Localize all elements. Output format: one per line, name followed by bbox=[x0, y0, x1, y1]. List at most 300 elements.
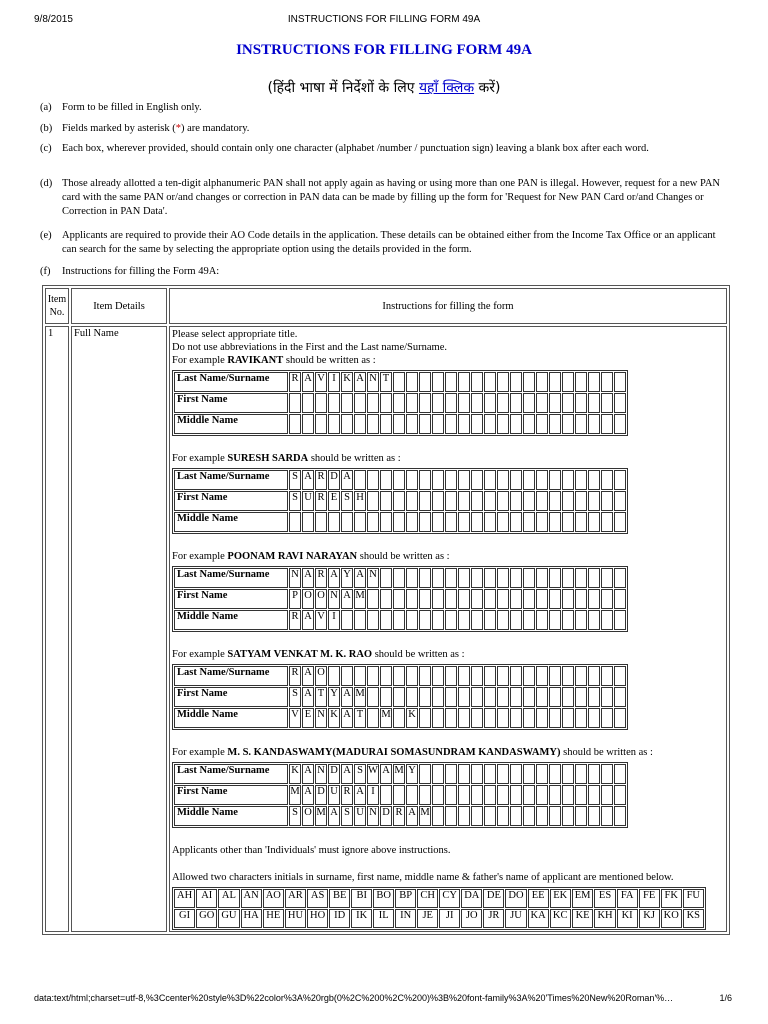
initial-cell: AO bbox=[263, 889, 284, 908]
name-grid-row bbox=[174, 806, 626, 826]
char-box bbox=[497, 568, 509, 588]
char-box bbox=[588, 806, 600, 826]
char-box: R bbox=[289, 372, 301, 392]
char-box: U bbox=[328, 785, 340, 805]
char-box bbox=[510, 414, 522, 434]
instruction-text: Instructions for filling the Form 49A: bbox=[62, 266, 220, 277]
initial-cell: AH bbox=[174, 889, 195, 908]
char-box bbox=[523, 414, 535, 434]
asterisk-marker: * bbox=[175, 123, 181, 134]
instruction-f bbox=[40, 265, 730, 279]
char-box bbox=[393, 470, 405, 490]
example-suffix: should be written as : bbox=[372, 649, 465, 660]
char-box bbox=[588, 666, 600, 686]
char-box bbox=[302, 393, 314, 413]
char-box bbox=[497, 414, 509, 434]
char-box bbox=[484, 470, 496, 490]
print-url: data:text/html;charset=utf-8,%3Ccenter%20style%3D%22color%3A%20rgb(0%2C%200%2C%200)%3B%20font-family%3A%20'Times%20New%20Roman'%… bbox=[34, 993, 674, 1003]
char-box bbox=[575, 491, 587, 511]
char-box bbox=[549, 708, 561, 728]
char-box bbox=[419, 785, 431, 805]
char-box: S bbox=[289, 687, 301, 707]
char-box bbox=[484, 806, 496, 826]
char-box bbox=[367, 666, 379, 686]
char-box: Y bbox=[406, 764, 418, 784]
allowed-initials-note: Allowed two characters initials in surname, first name, middle name & father's name of applicant are mentioned below. bbox=[172, 872, 674, 883]
char-box bbox=[575, 666, 587, 686]
char-box: D bbox=[328, 470, 340, 490]
char-box bbox=[380, 470, 392, 490]
name-grid-row bbox=[174, 491, 626, 511]
char-box: K bbox=[406, 708, 418, 728]
char-box bbox=[510, 491, 522, 511]
char-box: M bbox=[419, 806, 431, 826]
initial-cell: KJ bbox=[639, 909, 660, 928]
char-box bbox=[497, 687, 509, 707]
char-box bbox=[328, 512, 340, 532]
examples-container bbox=[172, 354, 724, 828]
char-box bbox=[523, 568, 535, 588]
char-box bbox=[601, 687, 613, 707]
char-box bbox=[432, 512, 444, 532]
char-box bbox=[367, 687, 379, 707]
field-label: Last Name/Surname bbox=[174, 372, 288, 392]
initial-cell: JI bbox=[439, 909, 460, 928]
char-box bbox=[523, 687, 535, 707]
char-box bbox=[588, 785, 600, 805]
char-box bbox=[380, 414, 392, 434]
char-box: S bbox=[341, 806, 353, 826]
header-item-no: Item No. bbox=[45, 288, 69, 324]
initial-cell: CY bbox=[439, 889, 460, 908]
field-label: First Name bbox=[174, 785, 288, 805]
char-box bbox=[497, 708, 509, 728]
char-box: R bbox=[315, 568, 327, 588]
char-box bbox=[393, 708, 405, 728]
char-box: N bbox=[367, 372, 379, 392]
name-grid-row bbox=[174, 764, 626, 784]
char-box bbox=[393, 687, 405, 707]
char-box bbox=[536, 414, 548, 434]
initial-cell: CH bbox=[417, 889, 438, 908]
hindi-click-here-link[interactable]: यहाँ क्लिक bbox=[418, 80, 475, 96]
char-box bbox=[484, 666, 496, 686]
char-box bbox=[393, 414, 405, 434]
char-box bbox=[614, 589, 626, 609]
example-suffix: should be written as : bbox=[308, 453, 401, 464]
char-box: M bbox=[354, 687, 366, 707]
char-box: A bbox=[341, 589, 353, 609]
field-label: First Name bbox=[174, 589, 288, 609]
row-instructions-cell bbox=[169, 326, 727, 932]
char-box bbox=[341, 610, 353, 630]
instruction-label: (a) bbox=[40, 102, 52, 113]
char-box bbox=[458, 470, 470, 490]
char-box: D bbox=[380, 806, 392, 826]
char-box bbox=[458, 393, 470, 413]
char-box: I bbox=[328, 610, 340, 630]
char-box bbox=[458, 491, 470, 511]
char-box bbox=[367, 470, 379, 490]
char-box bbox=[523, 470, 535, 490]
initial-cell: FK bbox=[661, 889, 682, 908]
char-box bbox=[458, 414, 470, 434]
char-box bbox=[393, 666, 405, 686]
char-box bbox=[445, 589, 457, 609]
initial-cell: AN bbox=[241, 889, 262, 908]
instruction-label: (b) bbox=[40, 123, 53, 134]
char-box bbox=[614, 610, 626, 630]
example-suffix: should be written as : bbox=[560, 747, 653, 758]
page-number: 1/6 bbox=[719, 993, 732, 1003]
char-box bbox=[614, 393, 626, 413]
char-box: R bbox=[341, 785, 353, 805]
char-box bbox=[289, 393, 301, 413]
char-box bbox=[484, 393, 496, 413]
char-box bbox=[614, 666, 626, 686]
char-box bbox=[484, 708, 496, 728]
char-box bbox=[575, 764, 587, 784]
char-box bbox=[601, 785, 613, 805]
initial-cell: KE bbox=[572, 909, 594, 928]
char-box bbox=[510, 610, 522, 630]
char-box bbox=[419, 393, 431, 413]
field-label: Middle Name bbox=[174, 610, 288, 630]
char-box: E bbox=[328, 491, 340, 511]
char-box bbox=[432, 785, 444, 805]
char-box bbox=[549, 610, 561, 630]
char-box: A bbox=[302, 470, 314, 490]
char-box bbox=[549, 512, 561, 532]
char-box: A bbox=[341, 764, 353, 784]
char-box bbox=[445, 666, 457, 686]
char-box: A bbox=[302, 666, 314, 686]
initial-cell: AR bbox=[285, 889, 306, 908]
char-box bbox=[614, 470, 626, 490]
example-name-grid bbox=[172, 468, 628, 534]
initial-cell: KH bbox=[594, 909, 615, 928]
char-box bbox=[406, 470, 418, 490]
char-box bbox=[510, 687, 522, 707]
initial-cell: HE bbox=[263, 909, 284, 928]
char-box bbox=[458, 512, 470, 532]
char-box bbox=[614, 372, 626, 392]
char-box: N bbox=[328, 589, 340, 609]
char-box bbox=[549, 491, 561, 511]
char-box bbox=[549, 568, 561, 588]
char-box bbox=[302, 414, 314, 434]
char-box bbox=[601, 589, 613, 609]
example-label bbox=[172, 648, 724, 661]
char-box bbox=[536, 470, 548, 490]
name-grid-row bbox=[174, 708, 626, 728]
char-box bbox=[536, 589, 548, 609]
char-box bbox=[471, 491, 483, 511]
char-box bbox=[432, 687, 444, 707]
char-box bbox=[315, 393, 327, 413]
char-box bbox=[536, 764, 548, 784]
name-grid-row bbox=[174, 568, 626, 588]
char-box bbox=[523, 806, 535, 826]
field-label: First Name bbox=[174, 491, 288, 511]
name-grid-row bbox=[174, 610, 626, 630]
instruction-label: (f) bbox=[40, 266, 51, 277]
char-box bbox=[536, 372, 548, 392]
others-note: Applicants other than 'Individuals' must ignore above instructions. bbox=[172, 845, 451, 856]
char-box bbox=[419, 610, 431, 630]
name-grid-row bbox=[174, 785, 626, 805]
char-box: A bbox=[341, 708, 353, 728]
initial-cell: KC bbox=[550, 909, 571, 928]
char-box bbox=[484, 568, 496, 588]
char-box: R bbox=[393, 806, 405, 826]
char-box bbox=[614, 687, 626, 707]
char-box bbox=[432, 470, 444, 490]
char-box: D bbox=[315, 785, 327, 805]
char-box: Y bbox=[328, 687, 340, 707]
char-box bbox=[549, 666, 561, 686]
char-box: N bbox=[315, 708, 327, 728]
char-box bbox=[471, 708, 483, 728]
example-name-grid bbox=[172, 566, 628, 632]
char-box bbox=[471, 806, 483, 826]
field-label: Last Name/Surname bbox=[174, 764, 288, 784]
instructions-table bbox=[42, 285, 730, 935]
char-box bbox=[419, 512, 431, 532]
char-box bbox=[562, 470, 574, 490]
char-box bbox=[497, 512, 509, 532]
char-box bbox=[419, 568, 431, 588]
char-box bbox=[536, 491, 548, 511]
char-box: M bbox=[289, 785, 301, 805]
char-box bbox=[497, 372, 509, 392]
char-box: R bbox=[315, 491, 327, 511]
char-box bbox=[445, 806, 457, 826]
example-prefix: For example bbox=[172, 355, 228, 366]
char-box bbox=[523, 372, 535, 392]
initial-cell: HA bbox=[241, 909, 262, 928]
char-box: R bbox=[289, 610, 301, 630]
field-label: Last Name/Surname bbox=[174, 568, 288, 588]
char-box bbox=[562, 414, 574, 434]
char-box: A bbox=[406, 806, 418, 826]
char-box bbox=[497, 393, 509, 413]
char-box bbox=[614, 568, 626, 588]
char-box bbox=[419, 470, 431, 490]
initial-cell: IN bbox=[395, 909, 416, 928]
char-box bbox=[601, 470, 613, 490]
char-box bbox=[562, 785, 574, 805]
table-row bbox=[45, 326, 727, 932]
name-grid-row bbox=[174, 470, 626, 490]
char-box: E bbox=[302, 708, 314, 728]
char-box: M bbox=[354, 589, 366, 609]
char-box: S bbox=[289, 491, 301, 511]
initial-cell: GI bbox=[174, 909, 195, 928]
initial-cell: JO bbox=[461, 909, 482, 928]
instruction-text-pre: Fields marked by asterisk ( bbox=[62, 123, 176, 134]
char-box bbox=[484, 610, 496, 630]
char-box bbox=[497, 666, 509, 686]
char-box bbox=[393, 568, 405, 588]
char-box bbox=[367, 512, 379, 532]
char-box: A bbox=[380, 764, 392, 784]
char-box bbox=[406, 785, 418, 805]
instruction-text: Applicants are required to provide their AO Code details in the application. These details can be obtained either from the Income Tax Office or an applicant can search for the same by selecting the appropriate option using the details provided in the form. bbox=[62, 230, 716, 255]
example-name: POONAM RAVI NARAYAN bbox=[227, 551, 358, 562]
char-box bbox=[419, 708, 431, 728]
char-box bbox=[393, 512, 405, 532]
char-box bbox=[419, 414, 431, 434]
char-box: O bbox=[302, 589, 314, 609]
char-box bbox=[562, 687, 574, 707]
char-box: K bbox=[341, 372, 353, 392]
initial-cell: BP bbox=[395, 889, 416, 908]
char-box: A bbox=[341, 687, 353, 707]
char-box bbox=[601, 610, 613, 630]
char-box bbox=[575, 372, 587, 392]
initial-cell: KO bbox=[661, 909, 682, 928]
char-box bbox=[484, 687, 496, 707]
char-box bbox=[497, 470, 509, 490]
char-box bbox=[406, 512, 418, 532]
char-box bbox=[497, 785, 509, 805]
char-box bbox=[614, 491, 626, 511]
initial-cell: ES bbox=[594, 889, 615, 908]
char-box: V bbox=[315, 372, 327, 392]
char-box bbox=[445, 568, 457, 588]
char-box bbox=[341, 414, 353, 434]
char-box bbox=[354, 414, 366, 434]
char-box bbox=[432, 806, 444, 826]
char-box bbox=[380, 512, 392, 532]
char-box bbox=[523, 785, 535, 805]
char-box bbox=[549, 372, 561, 392]
char-box bbox=[341, 512, 353, 532]
char-box bbox=[549, 470, 561, 490]
char-box bbox=[523, 393, 535, 413]
char-box bbox=[393, 610, 405, 630]
char-box: A bbox=[302, 687, 314, 707]
char-box bbox=[471, 568, 483, 588]
char-box bbox=[471, 764, 483, 784]
char-box bbox=[484, 414, 496, 434]
char-box bbox=[510, 512, 522, 532]
char-box: S bbox=[341, 491, 353, 511]
char-box bbox=[380, 491, 392, 511]
initial-cell: AI bbox=[196, 889, 217, 908]
char-box bbox=[471, 589, 483, 609]
char-box bbox=[575, 414, 587, 434]
char-box: A bbox=[302, 785, 314, 805]
initial-cell: FA bbox=[617, 889, 638, 908]
char-box bbox=[432, 414, 444, 434]
char-box bbox=[510, 372, 522, 392]
char-box bbox=[497, 491, 509, 511]
char-box bbox=[419, 764, 431, 784]
char-box bbox=[562, 708, 574, 728]
instruction-text: Those already allotted a ten-digit alphanumeric PAN shall not apply again as having or using more than one PAN is illegal. However, request for a new PAN card with the same PAN or/and changes or correction in PAN data can be made by filling up the form for 'Request for New PAN Card or/and Changes or Correction in PAN Data'. bbox=[62, 178, 721, 217]
char-box bbox=[380, 568, 392, 588]
char-box bbox=[445, 764, 457, 784]
char-box bbox=[393, 393, 405, 413]
char-box bbox=[432, 372, 444, 392]
field-label: Middle Name bbox=[174, 414, 288, 434]
char-box bbox=[406, 393, 418, 413]
initial-cell: AL bbox=[218, 889, 239, 908]
char-box bbox=[588, 708, 600, 728]
char-box bbox=[484, 785, 496, 805]
char-box bbox=[471, 470, 483, 490]
char-box: N bbox=[367, 568, 379, 588]
char-box bbox=[354, 393, 366, 413]
char-box bbox=[536, 708, 548, 728]
char-box bbox=[536, 568, 548, 588]
char-box bbox=[406, 610, 418, 630]
char-box bbox=[601, 764, 613, 784]
char-box bbox=[588, 414, 600, 434]
initial-cell: GU bbox=[218, 909, 239, 928]
name-grid-row bbox=[174, 589, 626, 609]
char-box bbox=[458, 764, 470, 784]
char-box bbox=[588, 372, 600, 392]
instruction-label: (d) bbox=[40, 178, 53, 189]
char-box bbox=[458, 610, 470, 630]
example-name: M. S. KANDASWAMY(MADURAI SOMASUNDRAM KANDASWAMY) bbox=[227, 747, 561, 758]
char-box bbox=[523, 512, 535, 532]
example-name: SATYAM VENKAT M. K. RAO bbox=[227, 649, 373, 660]
char-box bbox=[484, 589, 496, 609]
char-box bbox=[432, 393, 444, 413]
example-prefix: For example bbox=[172, 453, 228, 464]
char-box: P bbox=[289, 589, 301, 609]
example-label bbox=[172, 746, 724, 759]
char-box bbox=[588, 470, 600, 490]
char-box: O bbox=[302, 806, 314, 826]
initial-cell: EK bbox=[550, 889, 571, 908]
char-box: A bbox=[328, 568, 340, 588]
initial-cell: ID bbox=[329, 909, 350, 928]
char-box bbox=[458, 589, 470, 609]
char-box bbox=[289, 414, 301, 434]
char-box: A bbox=[302, 568, 314, 588]
char-box bbox=[549, 589, 561, 609]
char-box bbox=[510, 470, 522, 490]
char-box bbox=[380, 393, 392, 413]
char-box: R bbox=[289, 666, 301, 686]
hindi-instructions-line bbox=[0, 78, 768, 97]
initial-cell: JU bbox=[505, 909, 526, 928]
char-box bbox=[354, 512, 366, 532]
instruction-a bbox=[40, 101, 730, 115]
char-box bbox=[458, 568, 470, 588]
char-box bbox=[601, 414, 613, 434]
char-box bbox=[419, 589, 431, 609]
char-box bbox=[406, 372, 418, 392]
instruction-e bbox=[40, 229, 730, 257]
char-box bbox=[471, 785, 483, 805]
char-box bbox=[575, 806, 587, 826]
char-box bbox=[601, 512, 613, 532]
char-box: N bbox=[315, 764, 327, 784]
initial-cell: HO bbox=[307, 909, 328, 928]
initial-cell: FU bbox=[683, 889, 704, 908]
char-box: T bbox=[315, 687, 327, 707]
char-box bbox=[614, 764, 626, 784]
intro-line: Do not use abbreviations in the First and the Last name/Surname. bbox=[172, 342, 447, 353]
char-box: S bbox=[289, 806, 301, 826]
char-box: A bbox=[341, 470, 353, 490]
